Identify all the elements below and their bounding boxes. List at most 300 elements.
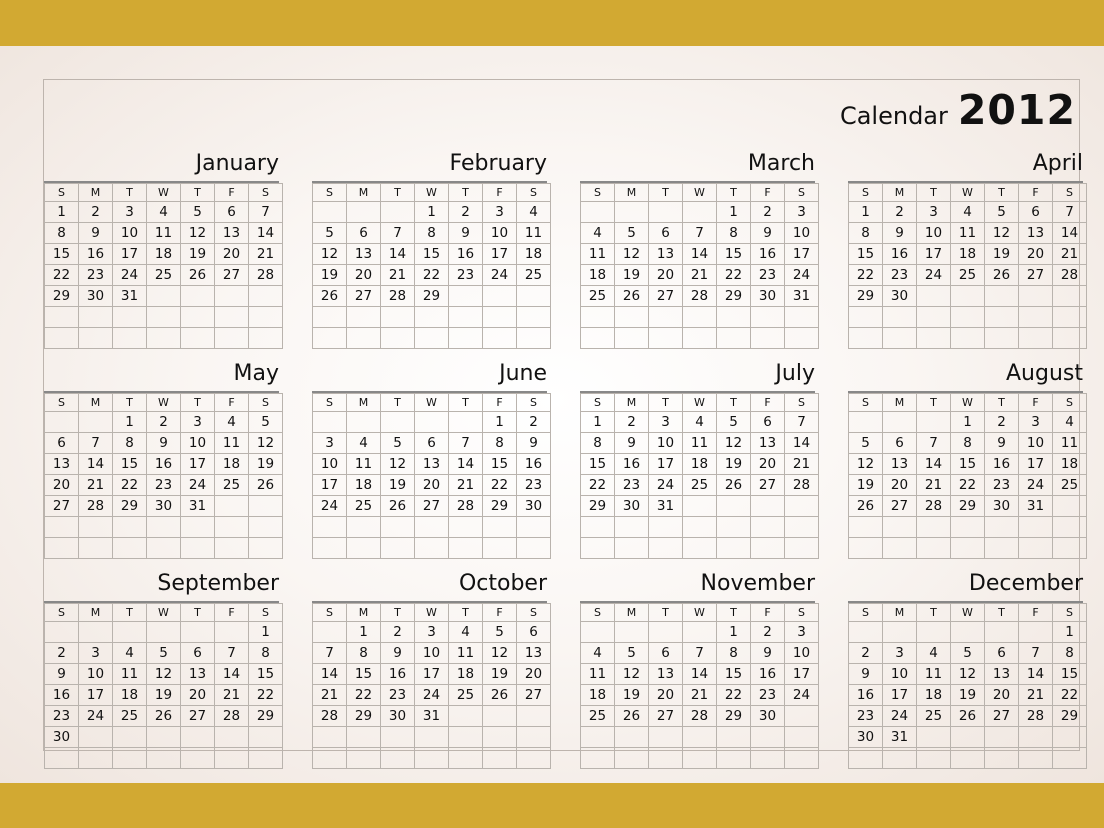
day-cell: 19 [181, 244, 215, 265]
day-cell: 5 [181, 202, 215, 223]
day-cell: 26 [849, 496, 883, 517]
empty-day-cell [215, 496, 249, 517]
day-cell: 13 [215, 223, 249, 244]
day-cell: 9 [79, 223, 113, 244]
day-cell: 22 [249, 685, 283, 706]
title-word: Calendar [839, 102, 948, 130]
day-cell: 31 [181, 496, 215, 517]
month-name: February [449, 151, 547, 176]
empty-day-cell [313, 538, 347, 559]
day-cell: 30 [985, 496, 1019, 517]
day-cell: 20 [751, 454, 785, 475]
empty-day-cell [45, 307, 79, 328]
day-cell: 4 [683, 412, 717, 433]
day-cell: 3 [113, 202, 147, 223]
day-cell: 11 [517, 223, 551, 244]
day-cell: 2 [751, 622, 785, 643]
empty-day-cell [147, 538, 181, 559]
empty-day-cell [517, 307, 551, 328]
weekday-header: F [483, 394, 517, 412]
week-row [45, 244, 283, 265]
day-cell: 1 [45, 202, 79, 223]
weekday-header: T [449, 604, 483, 622]
day-cell: 3 [181, 412, 215, 433]
week-row [581, 517, 819, 538]
weekday-header: S [517, 184, 551, 202]
empty-day-cell [615, 538, 649, 559]
empty-day-cell [45, 538, 79, 559]
week-row [581, 475, 819, 496]
empty-day-cell [883, 328, 917, 349]
weekday-header-row [313, 604, 551, 622]
day-cell: 17 [415, 664, 449, 685]
empty-day-cell [147, 286, 181, 307]
day-cell: 22 [1053, 685, 1087, 706]
week-row [849, 706, 1087, 727]
day-cell: 4 [917, 643, 951, 664]
weekday-header: S [581, 184, 615, 202]
day-cell: 1 [249, 622, 283, 643]
empty-day-cell [1053, 307, 1087, 328]
empty-day-cell [181, 307, 215, 328]
empty-day-cell [313, 202, 347, 223]
day-cell: 7 [917, 433, 951, 454]
day-cell: 27 [181, 706, 215, 727]
day-cell: 27 [985, 706, 1019, 727]
day-cell: 18 [147, 244, 181, 265]
week-row [313, 328, 551, 349]
empty-day-cell [113, 307, 147, 328]
day-cell: 10 [883, 664, 917, 685]
empty-day-cell [79, 727, 113, 748]
day-cell: 28 [683, 706, 717, 727]
empty-day-cell [615, 622, 649, 643]
day-cell: 7 [381, 223, 415, 244]
weekday-header-row [849, 184, 1087, 202]
empty-day-cell [483, 307, 517, 328]
day-cell: 7 [79, 433, 113, 454]
day-cell: 19 [313, 265, 347, 286]
month-name: November [700, 571, 815, 596]
empty-day-cell [415, 307, 449, 328]
day-cell: 10 [649, 433, 683, 454]
week-row [45, 454, 283, 475]
empty-day-cell [615, 727, 649, 748]
day-cell: 20 [883, 475, 917, 496]
week-row [313, 244, 551, 265]
weekday-header: M [615, 184, 649, 202]
day-cell: 16 [883, 244, 917, 265]
empty-day-cell [45, 622, 79, 643]
day-cell: 4 [581, 643, 615, 664]
day-cell: 3 [883, 643, 917, 664]
empty-day-cell [951, 517, 985, 538]
empty-day-cell [917, 748, 951, 769]
day-cell: 15 [717, 244, 751, 265]
day-cell: 6 [415, 433, 449, 454]
month-name: October [458, 571, 547, 596]
day-cell: 20 [1019, 244, 1053, 265]
empty-day-cell [113, 748, 147, 769]
day-cell: 19 [985, 244, 1019, 265]
week-row [849, 328, 1087, 349]
empty-day-cell [683, 622, 717, 643]
empty-day-cell [785, 748, 819, 769]
empty-day-cell [985, 622, 1019, 643]
day-cell: 12 [615, 664, 649, 685]
week-row [45, 265, 283, 286]
weekday-header: T [381, 184, 415, 202]
empty-day-cell [517, 538, 551, 559]
day-cell: 12 [313, 244, 347, 265]
week-row [45, 538, 283, 559]
day-cell: 15 [483, 454, 517, 475]
day-cell: 1 [483, 412, 517, 433]
week-row [849, 643, 1087, 664]
day-cell: 7 [785, 412, 819, 433]
empty-day-cell [147, 622, 181, 643]
day-cell: 30 [45, 727, 79, 748]
empty-day-cell [649, 328, 683, 349]
day-cell: 20 [215, 244, 249, 265]
week-row [849, 664, 1087, 685]
day-cell: 8 [581, 433, 615, 454]
day-cell: 13 [751, 433, 785, 454]
day-cell: 28 [381, 286, 415, 307]
week-row [849, 307, 1087, 328]
day-cell: 9 [751, 643, 785, 664]
month-name: August [1006, 361, 1083, 386]
day-cell: 5 [615, 643, 649, 664]
empty-day-cell [785, 538, 819, 559]
weekday-header: M [347, 604, 381, 622]
week-row [313, 475, 551, 496]
day-cell: 3 [649, 412, 683, 433]
day-cell: 23 [517, 475, 551, 496]
day-cell: 16 [45, 685, 79, 706]
day-cell: 29 [483, 496, 517, 517]
day-cell: 17 [785, 664, 819, 685]
day-cell: 26 [717, 475, 751, 496]
day-cell: 6 [751, 412, 785, 433]
weekday-header: M [883, 184, 917, 202]
weekday-header: F [1019, 394, 1053, 412]
day-cell: 12 [483, 643, 517, 664]
month-grid [848, 603, 1087, 769]
weekday-header: M [883, 604, 917, 622]
empty-day-cell [985, 727, 1019, 748]
day-cell: 24 [785, 265, 819, 286]
empty-day-cell [751, 496, 785, 517]
day-cell: 10 [483, 223, 517, 244]
day-cell: 9 [849, 664, 883, 685]
day-cell: 29 [45, 286, 79, 307]
empty-day-cell [581, 748, 615, 769]
empty-day-cell [249, 727, 283, 748]
day-cell: 30 [751, 286, 785, 307]
week-row [45, 307, 283, 328]
day-cell: 26 [381, 496, 415, 517]
empty-day-cell [45, 748, 79, 769]
week-row [313, 643, 551, 664]
empty-day-cell [313, 412, 347, 433]
week-row [849, 265, 1087, 286]
week-row [849, 748, 1087, 769]
day-cell: 20 [45, 475, 79, 496]
day-cell: 27 [649, 706, 683, 727]
day-cell: 8 [717, 223, 751, 244]
empty-day-cell [147, 307, 181, 328]
week-row [581, 202, 819, 223]
weekday-header: S [581, 394, 615, 412]
empty-day-cell [683, 307, 717, 328]
day-cell: 21 [79, 475, 113, 496]
day-cell: 16 [147, 454, 181, 475]
day-cell: 8 [717, 643, 751, 664]
weekday-header: T [985, 604, 1019, 622]
day-cell: 28 [683, 286, 717, 307]
empty-day-cell [79, 538, 113, 559]
empty-day-cell [785, 706, 819, 727]
day-cell: 4 [215, 412, 249, 433]
day-cell: 24 [883, 706, 917, 727]
day-cell: 30 [849, 727, 883, 748]
weekday-header-row [45, 604, 283, 622]
week-row [849, 223, 1087, 244]
day-cell: 26 [483, 685, 517, 706]
day-cell: 11 [1053, 433, 1087, 454]
day-cell: 4 [147, 202, 181, 223]
day-cell: 24 [649, 475, 683, 496]
day-cell: 10 [785, 643, 819, 664]
weekday-header: S [581, 604, 615, 622]
day-cell: 13 [347, 244, 381, 265]
day-cell: 29 [113, 496, 147, 517]
day-cell: 22 [45, 265, 79, 286]
day-cell: 14 [683, 244, 717, 265]
day-cell: 7 [683, 223, 717, 244]
weekday-header: S [785, 604, 819, 622]
day-cell: 24 [113, 265, 147, 286]
empty-day-cell [849, 538, 883, 559]
empty-day-cell [79, 517, 113, 538]
day-cell: 1 [717, 622, 751, 643]
day-cell: 18 [581, 265, 615, 286]
day-cell: 24 [483, 265, 517, 286]
day-cell: 11 [917, 664, 951, 685]
day-cell: 21 [785, 454, 819, 475]
day-cell: 19 [717, 454, 751, 475]
day-cell: 13 [415, 454, 449, 475]
weekday-header-row [313, 394, 551, 412]
empty-day-cell [313, 517, 347, 538]
day-cell: 25 [951, 265, 985, 286]
empty-day-cell [249, 538, 283, 559]
day-cell: 27 [215, 265, 249, 286]
day-cell: 23 [147, 475, 181, 496]
day-cell: 15 [951, 454, 985, 475]
day-cell: 12 [951, 664, 985, 685]
empty-day-cell [449, 328, 483, 349]
empty-day-cell [1019, 727, 1053, 748]
day-cell: 3 [785, 202, 819, 223]
day-cell: 19 [615, 685, 649, 706]
day-cell: 14 [1019, 664, 1053, 685]
empty-day-cell [313, 622, 347, 643]
day-cell: 23 [449, 265, 483, 286]
month-grid [580, 603, 819, 769]
day-cell: 15 [347, 664, 381, 685]
week-row [581, 328, 819, 349]
day-cell: 5 [147, 643, 181, 664]
weekday-header: T [649, 604, 683, 622]
month-grid [312, 603, 551, 769]
week-row [581, 664, 819, 685]
empty-day-cell [313, 727, 347, 748]
day-cell: 28 [1053, 265, 1087, 286]
day-cell: 11 [683, 433, 717, 454]
empty-day-cell [683, 748, 717, 769]
day-cell: 5 [951, 643, 985, 664]
weekday-header: S [313, 394, 347, 412]
day-cell: 15 [113, 454, 147, 475]
day-cell: 13 [985, 664, 1019, 685]
day-cell: 22 [483, 475, 517, 496]
week-row [581, 685, 819, 706]
day-cell: 11 [347, 454, 381, 475]
day-cell: 28 [917, 496, 951, 517]
weekday-header: W [951, 394, 985, 412]
weekday-header: F [483, 184, 517, 202]
empty-day-cell [985, 748, 1019, 769]
weekday-header: S [249, 184, 283, 202]
day-cell: 6 [649, 643, 683, 664]
empty-day-cell [483, 286, 517, 307]
weekday-header-row [581, 604, 819, 622]
day-cell: 17 [1019, 454, 1053, 475]
day-cell: 25 [917, 706, 951, 727]
day-cell: 18 [917, 685, 951, 706]
day-cell: 15 [581, 454, 615, 475]
day-cell: 12 [381, 454, 415, 475]
week-row [581, 706, 819, 727]
day-cell: 29 [415, 286, 449, 307]
empty-day-cell [581, 727, 615, 748]
day-cell: 23 [849, 706, 883, 727]
day-cell: 27 [883, 496, 917, 517]
empty-day-cell [181, 517, 215, 538]
empty-day-cell [79, 412, 113, 433]
day-cell: 25 [581, 286, 615, 307]
day-cell: 17 [313, 475, 347, 496]
weekday-header: W [415, 184, 449, 202]
month-may [44, 358, 279, 555]
week-row [313, 517, 551, 538]
empty-day-cell [1019, 538, 1053, 559]
week-row [313, 223, 551, 244]
day-cell: 2 [849, 643, 883, 664]
day-cell: 4 [347, 433, 381, 454]
weekday-header: W [951, 184, 985, 202]
empty-day-cell [1053, 727, 1087, 748]
day-cell: 9 [45, 664, 79, 685]
empty-day-cell [717, 748, 751, 769]
day-cell: 22 [717, 265, 751, 286]
empty-day-cell [985, 328, 1019, 349]
week-row [849, 685, 1087, 706]
day-cell: 28 [1019, 706, 1053, 727]
month-name: December [968, 571, 1083, 596]
weekday-header: F [215, 184, 249, 202]
day-cell: 4 [113, 643, 147, 664]
day-cell: 14 [917, 454, 951, 475]
day-cell: 10 [181, 433, 215, 454]
empty-day-cell [313, 328, 347, 349]
day-cell: 31 [785, 286, 819, 307]
empty-day-cell [649, 748, 683, 769]
day-cell: 11 [147, 223, 181, 244]
day-cell: 21 [683, 265, 717, 286]
day-cell: 10 [313, 454, 347, 475]
empty-day-cell [181, 748, 215, 769]
weekday-header: W [147, 184, 181, 202]
day-cell: 30 [517, 496, 551, 517]
day-cell: 2 [517, 412, 551, 433]
weekday-header: F [751, 184, 785, 202]
month-grid [580, 393, 819, 559]
weekday-header: W [415, 394, 449, 412]
empty-day-cell [449, 307, 483, 328]
week-row [313, 286, 551, 307]
day-cell: 28 [785, 475, 819, 496]
month-name: September [157, 571, 279, 596]
day-cell: 23 [615, 475, 649, 496]
day-cell: 27 [751, 475, 785, 496]
week-row [313, 727, 551, 748]
weekday-header: T [917, 394, 951, 412]
weekday-header: T [649, 394, 683, 412]
week-row [45, 748, 283, 769]
day-cell: 1 [113, 412, 147, 433]
empty-day-cell [347, 748, 381, 769]
day-cell: 6 [181, 643, 215, 664]
empty-day-cell [45, 517, 79, 538]
empty-day-cell [917, 307, 951, 328]
weekday-header-row [313, 184, 551, 202]
weekday-header: S [849, 184, 883, 202]
weekday-header: T [449, 394, 483, 412]
day-cell: 20 [415, 475, 449, 496]
empty-day-cell [1053, 538, 1087, 559]
day-cell: 10 [785, 223, 819, 244]
day-cell: 21 [1053, 244, 1087, 265]
month-name: March [747, 151, 815, 176]
day-cell: 15 [249, 664, 283, 685]
weekday-header: S [313, 184, 347, 202]
week-row [849, 454, 1087, 475]
day-cell: 14 [449, 454, 483, 475]
empty-day-cell [483, 727, 517, 748]
day-cell: 27 [415, 496, 449, 517]
month-name: June [499, 361, 547, 386]
day-cell: 17 [649, 454, 683, 475]
day-cell: 15 [415, 244, 449, 265]
day-cell: 21 [917, 475, 951, 496]
week-row [45, 622, 283, 643]
empty-day-cell [215, 748, 249, 769]
weekday-header: W [147, 604, 181, 622]
day-cell: 13 [649, 244, 683, 265]
